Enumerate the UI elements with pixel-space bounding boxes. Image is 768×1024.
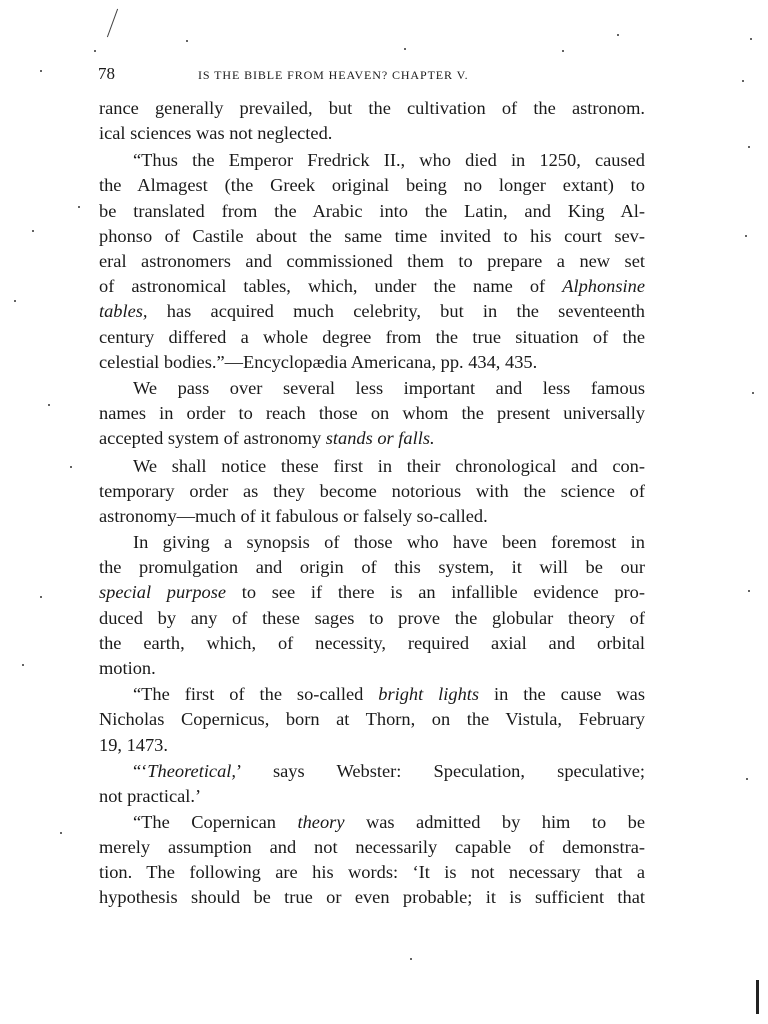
text-line: “The first of the so-called bright lights in the cause was — [133, 684, 645, 704]
text-line: In giving a synopsis of those who have been foremost in — [133, 532, 645, 552]
scan-speck — [94, 50, 96, 52]
scan-speck — [410, 958, 412, 960]
italic-phrase: stands or falls. — [325, 428, 435, 448]
scan-speck — [752, 392, 754, 394]
text-line: accepted system of astronomy stands or falls. — [99, 428, 435, 448]
text-line: of astronomical tables, which, under the name of Alphonsine — [99, 276, 645, 296]
scan-speck — [745, 235, 747, 237]
text-line: “Thus the Emperor Fredrick II., who died in 1250, caused — [133, 150, 645, 170]
scan-speck — [14, 300, 16, 302]
text-line: the promulgation and origin of this system, it will be our — [99, 557, 645, 577]
scan-speck — [562, 50, 564, 52]
text-line: phonso of Castile about the same time invited to his court sev- — [99, 226, 645, 246]
running-title: IS THE BIBLE FROM HEAVEN? CHAPTER V. — [198, 68, 469, 82]
text-line: “The Copernican theory was admitted by him to be — [133, 812, 645, 832]
scan-mark — [756, 980, 759, 1014]
text-line: eral astronomers and commissioned them to prepare a new set — [99, 251, 645, 271]
text-line: temporary order as they become notorious with the science of — [99, 481, 645, 501]
scan-speck — [742, 80, 744, 82]
italic-phrase: bright lights — [378, 684, 480, 704]
text-line: tables, has acquired much celebrity, but in the seventeenth — [99, 301, 645, 321]
scan-speck — [186, 40, 188, 42]
text-line: be translated from the Arabic into the Latin, and King Al- — [99, 201, 645, 221]
italic-phrase: Alphonsine — [562, 276, 645, 296]
text-line: We shall notice these first in their chronological and con- — [133, 456, 645, 476]
italic-phrase: theory — [297, 812, 345, 832]
text-line: astronomy—much of it fabulous or falsely so-called. — [99, 506, 488, 526]
italic-phrase: Theoretical, — [147, 761, 236, 781]
scan-speck — [78, 206, 80, 208]
text-line: the earth, which, of necessity, required axial and orbital — [99, 633, 645, 653]
text-line: 19, 1473. — [99, 735, 168, 755]
scan-speck — [750, 38, 752, 40]
text-line: tion. The following are his words: ‘It is not necessary that a — [99, 862, 645, 882]
text-line: We pass over several less important and less famous — [133, 378, 645, 398]
text-line: celestial bodies.”—Encyclopædia Americana, pp. 434, 435. — [99, 352, 538, 372]
italic-phrase: tables, — [99, 301, 148, 321]
text-line: duced by any of these sages to prove the globular theory of — [99, 608, 645, 628]
scan-speck — [48, 404, 50, 406]
scan-speck — [40, 70, 42, 72]
scan-speck — [748, 590, 750, 592]
scan-speck — [22, 664, 24, 666]
text-line: rance generally prevailed, but the cultivation of the astronom. — [99, 98, 645, 118]
text-line: special purpose to see if there is an infallible evidence pro- — [99, 582, 645, 602]
text-line: not practical.’ — [99, 786, 202, 806]
text-line: the Almagest (the Greek original being no longer extant) to — [99, 175, 645, 195]
scan-speck — [404, 48, 406, 50]
text-line: merely assumption and not necessarily capable of demonstra- — [99, 837, 645, 857]
scan-speck — [40, 596, 42, 598]
scan-speck — [617, 34, 619, 36]
scan-speck — [32, 230, 34, 232]
italic-phrase: special purpose — [99, 582, 227, 602]
text-line: Nicholas Copernicus, born at Thorn, on the Vistula, February — [99, 709, 645, 729]
text-line: ical sciences was not neglected. — [99, 123, 333, 143]
running-head — [98, 64, 646, 88]
scan-speck — [748, 146, 750, 148]
page-number: 78 — [98, 64, 115, 83]
scan-speck — [60, 832, 62, 834]
scan-mark — [107, 9, 118, 38]
scan-speck — [70, 466, 72, 468]
text-line: “‘Theoretical,’ says Webster: Speculation, speculative; — [133, 761, 645, 781]
text-line: century differed a whole degree from the true situation of the — [99, 327, 645, 347]
text-line: motion. — [99, 658, 156, 678]
text-line: hypothesis should be true or even probable; it is sufficient that — [99, 887, 645, 907]
text-line: names in order to reach those on whom the present universally — [99, 403, 645, 423]
scan-speck — [746, 778, 748, 780]
